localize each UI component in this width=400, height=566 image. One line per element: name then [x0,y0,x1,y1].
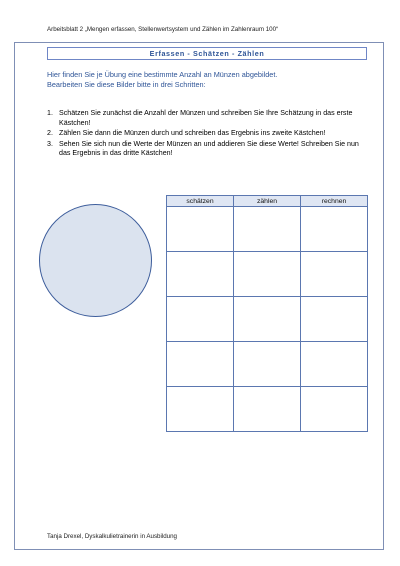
answer-cell[interactable] [167,342,234,387]
column-header-rechnen: rechnen [301,196,368,207]
answer-cell[interactable] [301,207,368,252]
answer-cell[interactable] [167,207,234,252]
answer-cell[interactable] [301,252,368,297]
column-header-zaehlen: zählen [234,196,301,207]
answer-cell[interactable] [301,387,368,432]
intro-line-1: Hier finden Sie je Übung eine bestimmte Anzahl an Münzen abgebildet. [47,70,278,79]
step-text: Schätzen Sie zunächst die Anzahl der Münzen und schreiben Sie Ihre Schätzung in das erste Kästchen! [59,109,353,127]
step-item [47,109,367,128]
author-footer: Tanja Drexel, Dyskalkulietrainerin in Ausbildung [47,533,178,540]
table-row [167,342,368,387]
table-row [167,297,368,342]
answer-cell[interactable] [301,297,368,342]
step-number: 3. [47,139,53,148]
column-header-schaetzen: schätzen [167,196,234,207]
answer-table [166,195,368,432]
answer-cell[interactable] [167,297,234,342]
table-row [167,252,368,297]
intro-line-2: Bearbeiten Sie diese Bilder bitte in drei Schritten: [47,80,206,89]
answer-cell[interactable] [167,252,234,297]
answer-cell[interactable] [234,252,301,297]
worksheet-header: Arbeitsblatt 2 „Mengen erfassen, Stellenwertsystem und Zählen im Zahlenraum 100“ [47,26,279,33]
step-item [47,129,367,139]
step-number: 2. [47,129,53,138]
table-row [167,387,368,432]
step-item [47,140,367,159]
intro-text [47,70,367,90]
table-row [167,207,368,252]
worksheet-title [47,47,367,60]
answer-cell[interactable] [234,207,301,252]
instruction-steps [47,109,367,160]
table-header-row [167,196,368,207]
answer-cell[interactable] [234,297,301,342]
answer-cell[interactable] [234,342,301,387]
worksheet-title-text: Erfassen - Schätzen - Zählen [149,49,265,58]
answer-cell[interactable] [301,342,368,387]
coin-area-circle [39,204,152,317]
step-text: Sehen Sie sich nun die Werte der Münzen an und addieren Sie diese Werte! Schreiben Sie nun das Ergebnis in das dritte Kästchen! [59,139,359,158]
answer-cell[interactable] [234,387,301,432]
answer-cell[interactable] [167,387,234,432]
step-text: Zählen Sie dann die Münzen durch und schreiben das Ergebnis ins zweite Kästchen! [59,129,326,138]
step-number: 1. [47,109,53,117]
